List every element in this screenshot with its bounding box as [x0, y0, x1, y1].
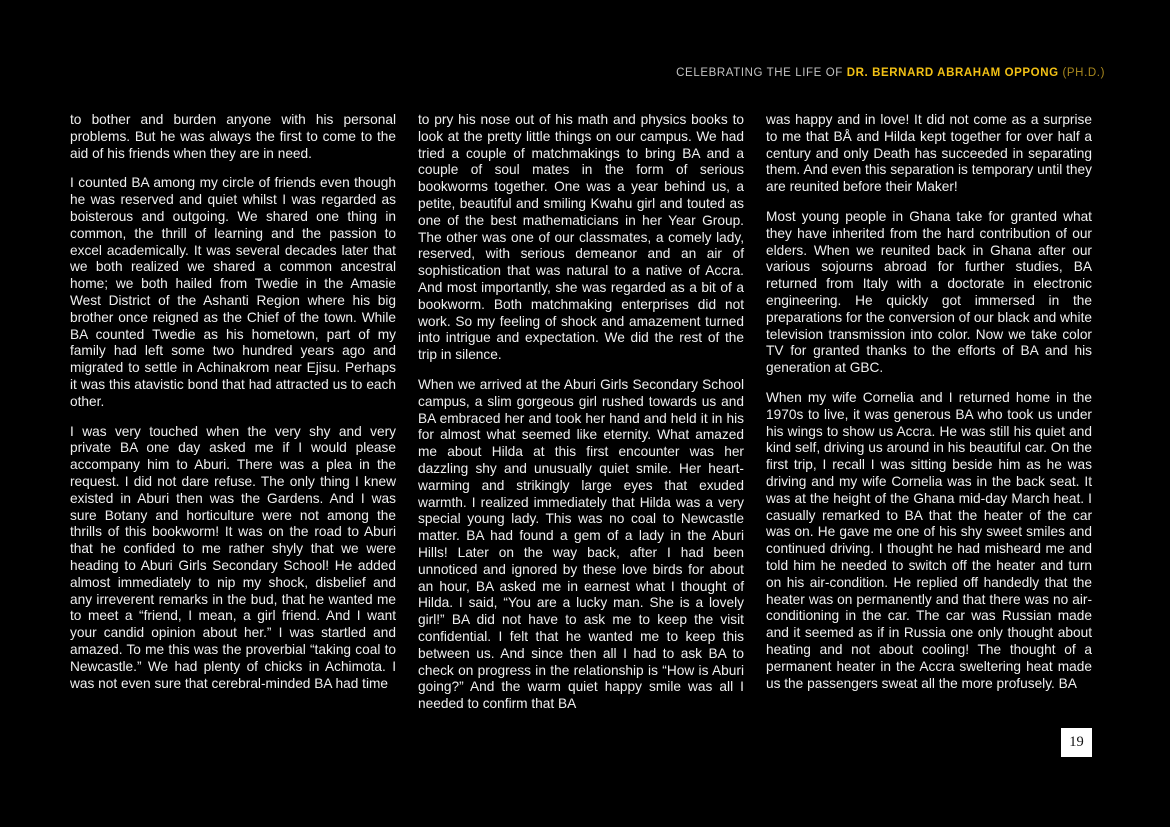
text-column-2: [418, 112, 744, 713]
paragraph: When we arrived at the Aburi Girls Secondary School campus, a slim gorgeous girl rushed towards us and BA embraced her and took her hand and held it in his for almost what seemed like eternity. What amazed me about Hilda at this first encounter was her dazzling shy and unusually quiet smile. Her heart-warming and strikingly large eyes that exuded warmth. I realized immediately that Hilda was a very special young lady. This was no coal to Newcastle matter. BA had found a gem of a lady in the Aburi Hills! Later on the way back, after I had been unnoticed and ignored by these love birds for about an hour, BA asked me in earnest what I thought of Hilda. I said, “You are a lucky man. She is a lovely girl!” BA did not have to ask me to keep the visit confidential. I felt that he wanted me to keep this between us. And since then all I had to ask BA to check on progress in the relationship is “How is Aburi going?” And the warm quiet happy smile was all I needed to confirm that BA: [418, 376, 744, 712]
paragraph: was happy and in love! It did not come as a surprise to me that BÅ and Hilda kept together for over half a century and only Death has succeeded in separating them. And even this separation is temporary until they are reunited before their Maker!: [766, 112, 1092, 195]
text-columns: [70, 112, 1092, 713]
paragraph: When my wife Cornelia and I returned home in the 1970s to live, it was generous BA who took us under his wings to show us Accra. He was still his quiet and kind self, driving us around in his beautiful car. On the first trip, I recall I was sitting beside him as he was driving and my wife Cornelia was in the back seat. It was at the height of the Ghana mid-day March heat. I casually remarked to BA that the heater of the car was on. He gave me one of his shy sweet smiles and continued driving. I thought he had misheard me and told him he needed to switch off the heater and turn on his air-condition. He replied off handedly that the heater was on permanently and that there was no air-conditioning in the car. The car was Russian made and it seemed as if in Russia one only thought about heating and not about cooling! The thought of a permanent heater in the Accra sweltering heat made us the passengers sweat all the more profusely. BA: [766, 389, 1092, 691]
header-prefix-text: CELEBRATING THE LIFE OF: [676, 67, 847, 79]
header-honoree-name: DR. BERNARD ABRAHAM OPPONG: [846, 67, 1059, 79]
header-title-suffix: (PH.D.): [1058, 67, 1105, 79]
paragraph: I counted BA among my circle of friends even though he was reserved and quiet whilst I was regarded as boisterous and outgoing. We shared one thing in common, the thrill of learning and the passion to excel academically. It was several decades later that we both realized we shared a common ancestral home; we both hailed from Twedie in the Amasie West District of the Ashanti Region where his big brother once reigned as the Chief of the town. While BA counted Twedie as his hometown, part of my family had left some two hundred years ago and migrated to settle in Achinakrom near Ejisu. Perhaps it was this atavistic bond that had attracted us to each other.: [70, 175, 396, 409]
page-number: 19: [1069, 734, 1084, 750]
paragraph: I was very touched when the very shy and very private BA one day asked me if I would please accompany him to Aburi. There was a plea in the request. I did not dare refuse. The only thing I knew existed in Aburi then was the Gardens. And I was sure Botany and horticulture were not among the thrills of this bookworm! It was on the road to Aburi that he confided to me rather shyly that we were heading to Aburi Girls Secondary School! He added almost immediately to nip my shock, disbelief and any irreverent remarks in the bud, that he wanted me to meet a “friend, I mean, a girl friend. And I want your candid opinion about her.” I was startled and amazed. To me this was the proverbial “taking coal to Newcastle.” We had plenty of chicks in Achimota. I was not even sure that cerebral-minded BA had time: [70, 423, 396, 691]
paragraph: to pry his nose out of his math and physics books to look at the pretty little things on our campus. We had tried a couple of matchmakings to bring BA and a couple of soul mates in the form of serious bookworms together. One was a year behind us, a petite, beautiful and smiling Kwahu girl and touted as one of the best mathematicians in her Year Group. The other was one of our classmates, a comely lady, reserved, with serious demeanor and an air of sophistication that was natural to a native of Accra. And most importantly, she was regarded as a bit of a bookworm. Both matchmaking enterprises did not work. So my feeling of shock and amazement turned into intrigue and expectation. We did the rest of the trip in silence.: [418, 112, 744, 363]
text-column-1: [70, 112, 396, 713]
text-column-3: [766, 112, 1092, 713]
paragraph: to bother and burden anyone with his personal problems. But he was always the first to come to the aid of his friends when they are in need.: [70, 112, 396, 161]
page-number-badge: [1061, 728, 1092, 757]
page-header: [0, 67, 1105, 79]
paragraph: Most young people in Ghana take for granted what they have inherited from the hard contribution of our elders. When we reunited back in Ghana after our various sojourns abroad for further studies, BA returned from Italy with a doctorate in electronic engineering. He quickly got immersed in the preparations for the conversion of our black and white television transmission into color. Now we take color TV for granted thanks to the efforts of BA and his generation at GBC.: [766, 208, 1092, 376]
